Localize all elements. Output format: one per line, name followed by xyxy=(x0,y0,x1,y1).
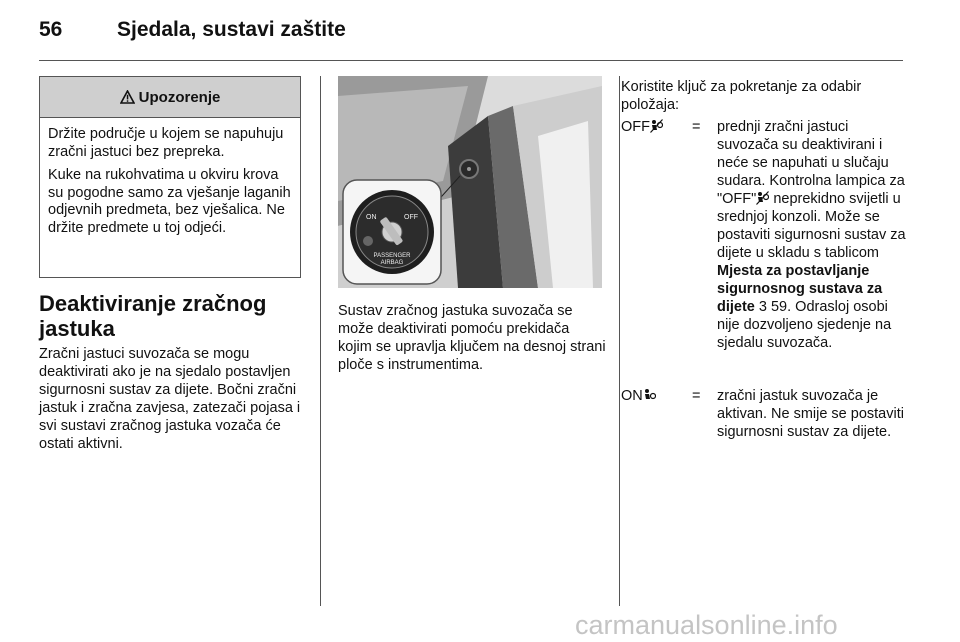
column-divider-right xyxy=(619,76,620,606)
passenger-airbag-off-icon xyxy=(650,119,663,133)
passenger-airbag-off-icon-inline xyxy=(756,191,769,205)
warning-header xyxy=(40,77,300,118)
section-paragraph: Zračni jastuci suvozača se mogu deaktivirati ako je na sjedalo postavljen sigurnosni sustav za dijete. Bočni zračni jastuk i zračna zavjesa, zatezači pojasa i svi sustavi zračnog jastuka vozača će ostati aktivni. xyxy=(39,346,301,452)
option-off-equals: = xyxy=(692,119,701,135)
header-rule xyxy=(39,60,903,61)
photo-caption: Sustav zračnog jastuka suvozača se može deaktivirati pomoću prekidača kojim se upravlja ključem na desnoj strani ploče s instrumentima. xyxy=(338,303,606,373)
option-on-equals: = xyxy=(692,388,701,404)
switch-passenger-label: PASSENGER xyxy=(373,253,411,259)
warning-paragraph-2: Kuke na rukohvatima u okviru krova su pogodne samo za vješanje laganih odjevnih predmeta, bez vješalica. Ne držite predmete u toj odjeći. xyxy=(48,167,291,236)
option-on-description: zračni jastuk suvozača je aktivan. Ne smije se postaviti sigurnosni sustav za dijete. xyxy=(717,388,904,440)
warning-title: Upozorenje xyxy=(138,88,221,106)
switch-off-label: OFF xyxy=(404,214,418,221)
section-heading: Deaktiviranje zračnog jastuka xyxy=(39,291,267,341)
column-divider-left xyxy=(320,76,321,606)
airbag-switch-photo xyxy=(338,76,602,288)
switch-on-label: ON xyxy=(366,214,377,221)
option-off-label: OFF xyxy=(621,118,663,136)
warning-triangle-icon xyxy=(120,90,135,104)
watermark: carmanualsonline.info xyxy=(575,610,838,640)
warning-box xyxy=(39,76,301,278)
page-title: Sjedala, sustavi zaštite xyxy=(117,18,346,41)
option-off-description: prednji zračni jastuci suvozača su deaktivirani i neće se napuhati u slučaju sudara. Kontrolna lampica za "OFF" neprekidno svijetli u srednjoj konzoli. Može se postaviti sigurnosni sustav za dijete u skladu s tablicom Mjesta za postavljanje sigurnosnog sustava za dijete 3 59. Odrasloj osobi nije dozvoljeno sjedenje na sjedalu suvozača. xyxy=(717,119,906,351)
option-on-label: ON xyxy=(621,387,656,405)
child-restraint-table-link[interactable]: Mjesta za postavljanje sigurnosnog sustava za dijete xyxy=(717,263,883,315)
switch-airbag-label: AIRBAG xyxy=(380,260,404,266)
page-number: 56 xyxy=(39,18,63,41)
warning-paragraph-1: Držite područje u kojem se napuhuju zračni jastuci bez prepreka. xyxy=(48,126,284,160)
options-intro: Koristite ključ za pokretanje za odabir položaja: xyxy=(621,79,862,113)
passenger-airbag-on-icon xyxy=(643,388,656,402)
